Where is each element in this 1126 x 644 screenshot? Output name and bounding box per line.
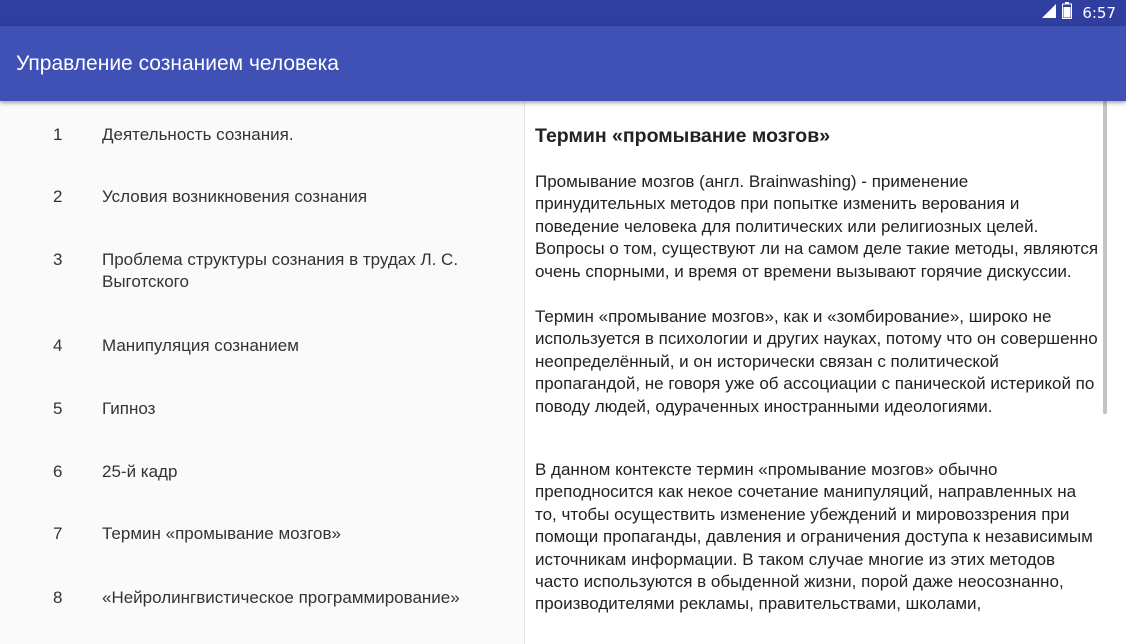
chapter-number: 3	[53, 250, 63, 269]
chapter-number: 7	[53, 524, 63, 543]
chapter-number: 6	[53, 462, 63, 481]
chapter-title: Манипуляция сознанием	[102, 336, 299, 355]
battery-icon	[1062, 2, 1072, 24]
signal-icon	[1040, 3, 1056, 24]
chapter-title: Проблема структуры сознания в трудах Л. С. Выготского	[102, 250, 459, 291]
chapter-number: 4	[53, 336, 63, 355]
chapter-title: Условия возникновения сознания	[102, 187, 368, 206]
chapter-number: 5	[53, 399, 63, 418]
app-bar	[0, 26, 1126, 101]
content-paragraph: В данном контексте термин «промывание мозгов» обычно преподносится как некое сочетание манипуляций, направленных на то, чтобы осуществить изменение убеждений и мировоззрения при помощи пропаганды, давления и ограничения доступа к независимым источникам информации. В таком случае многие из этих методов часто используются в обыденной жизни, порой даже неосознанно, производителями рекламы, правительствами, школами,	[535, 460, 1093, 614]
chapter-title: 25-й кадр	[102, 462, 178, 481]
chapter-number: 2	[53, 187, 63, 206]
app-title: Управление сознанием человека	[16, 52, 339, 75]
content-paragraph: Термин «промывание мозгов», как и «зомбирование», широко не используется в психологии и других науках, потому что он совершенно неопределённый, и он исторически связан с политической пропагандой, не говоря уже об ассоциации с панической истерикой по поводу людей, одураченных иностранными идеологиями.	[535, 307, 1098, 416]
chapter-title: «Нейролингвистическое программирование»	[102, 588, 460, 607]
status-bar	[0, 0, 1126, 26]
chapter-number: 1	[53, 125, 63, 144]
content-title: Термин «промывание мозгов»	[535, 125, 831, 147]
content-pane[interactable]	[525, 101, 1105, 644]
chapter-list[interactable]	[0, 101, 525, 644]
content-paragraph: Промывание мозгов (англ. Brainwashing) - применение принудительных методов при попытке изменить верования и поведение человека для политических или религиозных целей. Вопросы о том, существуют ли на самом деле такие методы, являются очень спорными, и время от времени вызывают горячие дискуссии.	[535, 172, 1099, 281]
status-time: 6:57	[1082, 4, 1116, 22]
scrollbar-thumb[interactable]	[1103, 101, 1107, 414]
chapter-number: 8	[53, 588, 63, 607]
chapter-title: Гипноз	[102, 399, 156, 418]
status-icons	[1040, 0, 1116, 26]
chapter-title: Деятельность сознания.	[102, 125, 294, 144]
chapter-title: Термин «промывание мозгов»	[102, 524, 341, 543]
